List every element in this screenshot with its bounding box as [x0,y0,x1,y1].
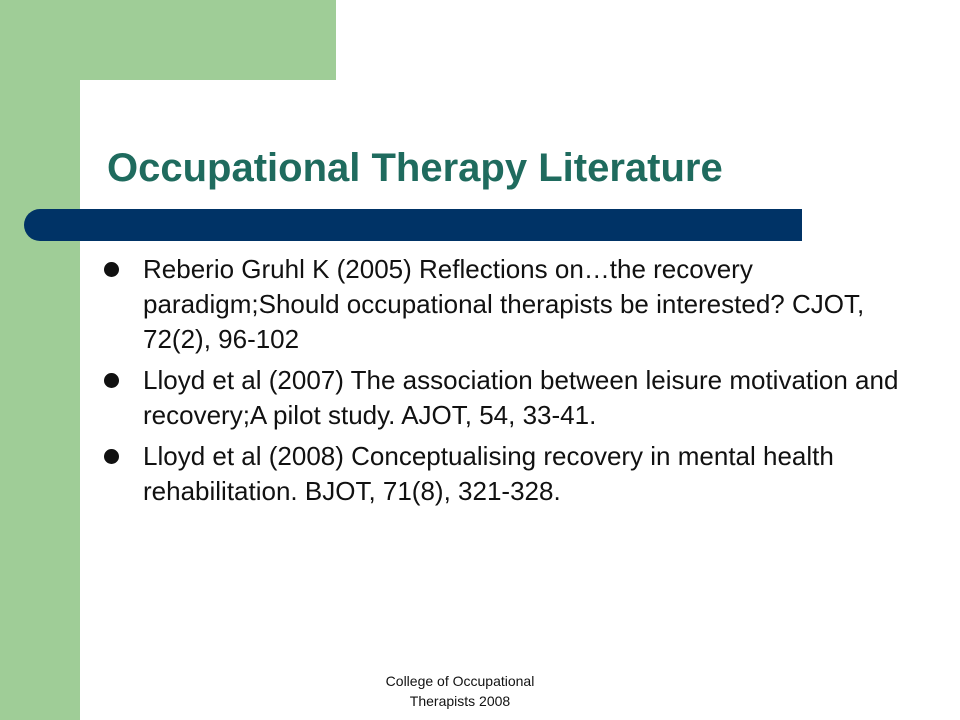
green-side-band [0,0,80,720]
bullet-icon [104,373,119,388]
bullet-icon [104,449,119,464]
reference-text: Lloyd et al (2007) The association between leisure motivation and recovery;A pilot study. AJOT, 54, 33-41. [143,365,899,430]
slide-title: Occupational Therapy Literature [107,146,723,190]
reference-item [104,363,924,433]
title-underline-bar [24,209,802,241]
footer-line-2: Therapists 2008 [409,693,511,709]
slide-footer [330,671,590,711]
bullet-icon [104,262,119,277]
reference-text: Reberio Gruhl K (2005) Reflections on…the recovery paradigm;Should occupational therapists be interested? CJOT, 72(2), 96-102 [143,254,865,354]
green-top-band [0,0,336,80]
reference-item [104,439,924,509]
reference-list [104,252,924,515]
footer-line-1: College of Occupational [385,673,535,689]
reference-text: Lloyd et al (2008) Conceptualising recovery in mental health rehabilitation. BJOT, 71(8), 321-328. [143,441,834,506]
reference-item [104,252,924,357]
